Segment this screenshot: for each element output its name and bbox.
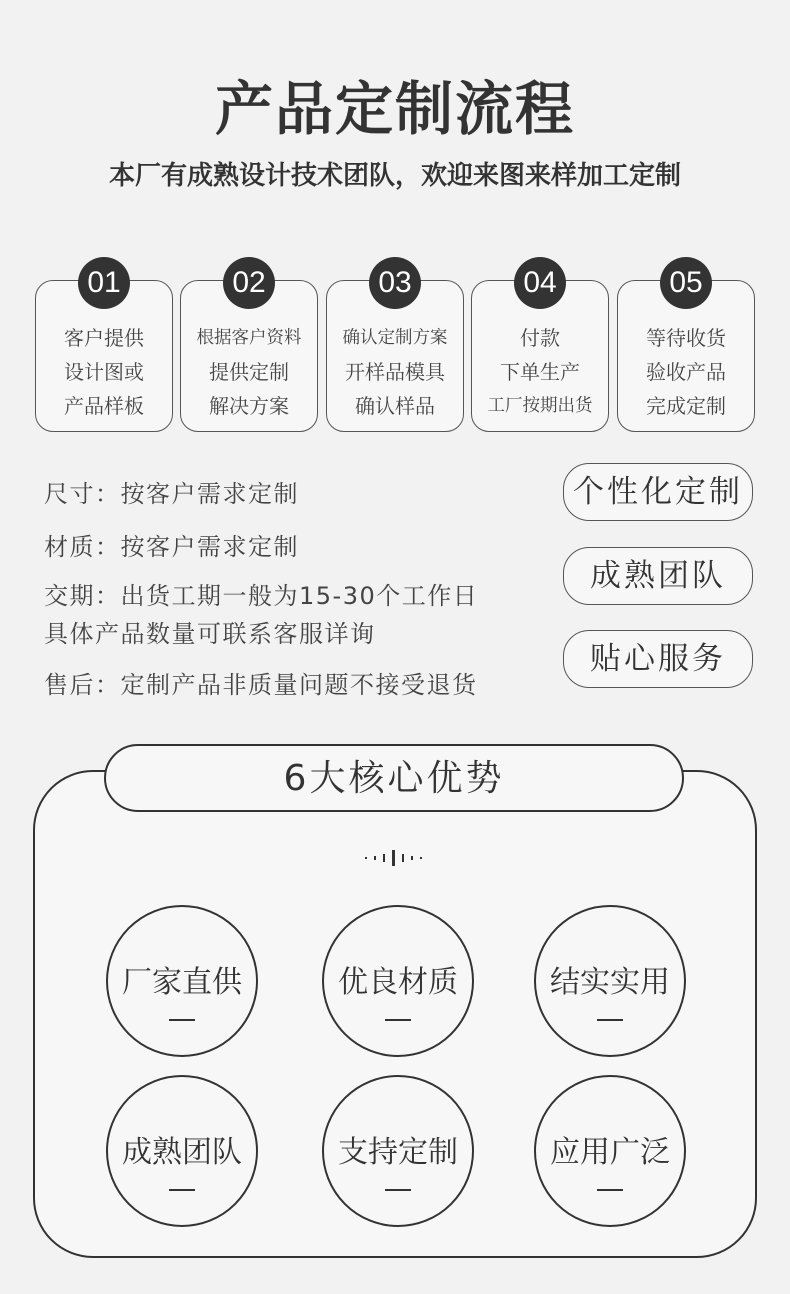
step-text-line: 产品样板 — [64, 394, 144, 418]
advantage-customizable — [322, 1075, 474, 1227]
step-text-line: 提供定制 — [209, 360, 289, 384]
info-key: 尺寸： — [44, 480, 121, 508]
process-step-02 — [180, 266, 318, 432]
process-step-01 — [35, 266, 173, 432]
step-text-line: 确认定制方案 — [342, 328, 448, 348]
step-text-line: 设计图或 — [64, 360, 144, 384]
dash-divider — [597, 1189, 623, 1191]
info-material — [44, 527, 299, 562]
step-text-line: 验收产品 — [646, 360, 726, 384]
step-text-line: 完成定制 — [646, 394, 726, 418]
process-step-05 — [617, 266, 755, 432]
info-value: 出货工期一般为15-30个工作日 — [120, 582, 479, 610]
step-text-line: 客户提供 — [64, 326, 144, 350]
step-number-badge: 01 — [78, 257, 130, 309]
step-text-line: 确认样品 — [355, 394, 435, 418]
sound-wave-icon — [365, 850, 429, 866]
info-key: 材质： — [44, 533, 121, 561]
advantage-label: 应用广泛 — [550, 1135, 670, 1170]
step-text-line: 下单生产 — [500, 360, 580, 384]
dash-divider — [385, 1019, 411, 1021]
step-number-badge: 03 — [369, 257, 421, 309]
dash-divider — [385, 1189, 411, 1191]
info-key: 交期： — [44, 582, 121, 610]
advantage-label: 支持定制 — [338, 1135, 458, 1170]
tag-mature-team: 成熟团队 — [563, 547, 753, 605]
step-text-line: 等待收货 — [646, 326, 726, 350]
page-title: 产品定制流程 — [214, 75, 575, 143]
tag-personalized: 个性化定制 — [563, 463, 753, 521]
advantage-durable — [534, 905, 686, 1057]
step-text-line: 付款 — [520, 326, 560, 350]
advantages-title: 6大核心优势 — [104, 744, 684, 812]
process-step-04 — [471, 266, 609, 432]
advantage-label: 成熟团队 — [122, 1135, 242, 1170]
advantage-mature-team — [106, 1075, 258, 1227]
advantage-wide-application — [534, 1075, 686, 1227]
advantage-label: 结实实用 — [550, 965, 670, 1000]
dash-divider — [169, 1189, 195, 1191]
step-text-line: 工厂按期出货 — [487, 396, 593, 416]
step-number-badge: 02 — [223, 257, 275, 309]
info-key: 售后： — [44, 671, 121, 699]
info-aftersale — [44, 665, 478, 700]
step-text-line: 根据客户资料 — [196, 328, 302, 348]
info-value: 按客户需求定制 — [120, 533, 299, 561]
dash-divider — [169, 1019, 195, 1021]
advantage-label: 优良材质 — [338, 965, 458, 1000]
info-value: 定制产品非质量问题不接受退货 — [120, 671, 478, 699]
advantage-label: 厂家直供 — [122, 965, 242, 1000]
advantage-quality-material — [322, 905, 474, 1057]
step-number-badge: 05 — [660, 257, 712, 309]
step-text-line: 开样品模具 — [345, 360, 445, 384]
info-delivery — [44, 576, 478, 611]
step-number-badge: 04 — [514, 257, 566, 309]
process-step-03 — [326, 266, 464, 432]
dash-divider — [597, 1019, 623, 1021]
advantage-direct-supply — [106, 905, 258, 1057]
info-size — [44, 474, 299, 509]
info-value: 按客户需求定制 — [120, 480, 299, 508]
info-delivery-detail: 具体产品数量可联系客服详询 — [44, 620, 376, 648]
tag-service: 贴心服务 — [563, 630, 753, 688]
step-text-line: 解决方案 — [209, 394, 289, 418]
page-subtitle: 本厂有成熟设计技术团队，欢迎来图来样加工定制 — [108, 161, 681, 191]
